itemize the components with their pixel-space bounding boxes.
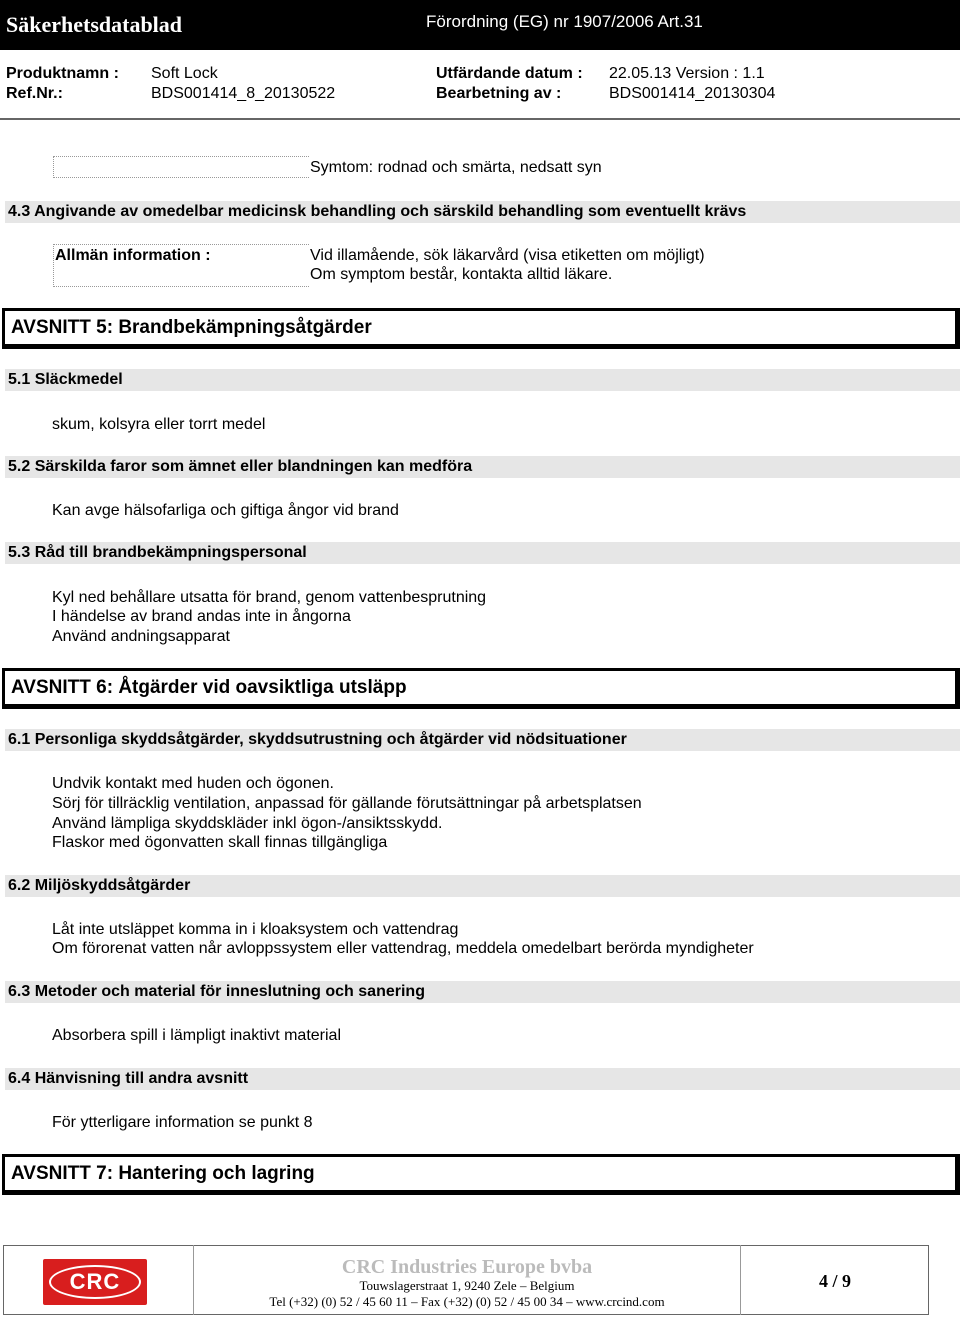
company-name: CRC Industries Europe bvba xyxy=(341,1256,593,1278)
subsection-6-3-title: 6.3 Metoder och material för inneslutning och sanering xyxy=(8,983,425,1000)
page-number: 4 / 9 xyxy=(818,1271,851,1291)
subsection-5-1-title: 5.1 Släckmedel xyxy=(8,371,123,388)
document-title: Säkerhetsdatablad xyxy=(6,12,183,37)
subsection-6-4 xyxy=(5,1068,960,1090)
personal-precautions-line-3: Använd lämpliga skyddskläder inkl ögon-/ansiktsskydd. xyxy=(52,815,443,832)
subsection-4-3-title: 4.3 Angivande av omedelbar medicinsk behandling och särskild behandling som eventuellt krävs xyxy=(8,203,747,220)
subsection-6-1 xyxy=(5,729,960,751)
personal-precautions-line-4: Flaskor med ögonvatten skall finnas tillgängliga xyxy=(52,834,388,851)
environmental-line-2: Om förorenat vatten når avloppssystem eller vattendrag, meddela omedelbart berörda myndigheter xyxy=(52,940,754,957)
crc-logo xyxy=(43,1259,147,1305)
personal-precautions-line-2: Sörj för tillräcklig ventilation, anpassad för gällande förutsättningar på arbetsplatsen xyxy=(52,795,642,812)
subsection-6-2 xyxy=(5,875,960,897)
section-5-title: AVSNITT 5: Brandbekämpningsåtgärder xyxy=(11,317,372,338)
empty-label-field xyxy=(53,156,309,178)
containment-text: Absorbera spill i lämpligt inaktivt material xyxy=(52,1027,341,1044)
logo-text: CRC xyxy=(69,1269,121,1294)
issue-date-label: Utfärdande datum : xyxy=(436,65,583,82)
subsection-6-4-title: 6.4 Hänvisning till andra avsnitt xyxy=(8,1070,249,1087)
general-info-line-1: Vid illamående, sök läkarvård (visa etiketten om möjligt) xyxy=(310,247,705,264)
subsection-6-2-title: 6.2 Miljöskyddsåtgärder xyxy=(8,877,191,894)
general-info-line-2: Om symptom består, kontakta alltid läkare. xyxy=(310,266,613,283)
logo-ellipse xyxy=(49,1265,141,1299)
subsection-6-3 xyxy=(5,981,960,1003)
symptom-text: Symtom: rodnad och smärta, nedsatt syn xyxy=(310,159,602,176)
section-6-title: AVSNITT 6: Åtgärder vid oavsiktliga utsläpp xyxy=(11,677,407,698)
personal-precautions-line-1: Undvik kontakt med huden och ögonen. xyxy=(52,775,334,792)
ref-number-value: BDS001414_8_20130522 xyxy=(151,85,336,102)
section-6-header xyxy=(2,668,960,709)
company-address: Touwslagerstraat 1, 9240 Zele – Belgium xyxy=(359,1278,575,1293)
subsection-4-3 xyxy=(5,201,960,223)
company-contact: Tel (+32) (0) 52 / 45 60 11 – Fax (+32) (0) 52 / 45 00 34 – www.crcind.com xyxy=(269,1294,665,1309)
section-7-title: AVSNITT 7: Hantering och lagring xyxy=(11,1163,315,1184)
reference-text: För ytterligare information se punkt 8 xyxy=(52,1114,313,1131)
regulation-reference: Förordning (EG) nr 1907/2006 Art.31 xyxy=(426,12,703,31)
section-7-header xyxy=(2,1154,960,1195)
firefighter-advice-line-2: I händelse av brand andas inte in ångorna xyxy=(52,608,351,625)
header-divider xyxy=(0,118,960,120)
issue-date-value: 22.05.13 Version : 1.1 xyxy=(609,65,765,82)
subsection-5-3-title: 5.3 Råd till brandbekämpningspersonal xyxy=(8,544,307,561)
section-5-header xyxy=(2,308,960,349)
special-hazards-text: Kan avge hälsofarliga och giftiga ångor vid brand xyxy=(52,502,399,519)
subsection-5-3 xyxy=(5,542,960,564)
firefighter-advice-line-1: Kyl ned behållare utsatta för brand, genom vattenbesprutning xyxy=(52,589,487,606)
general-info-label: Allmän information : xyxy=(55,247,211,264)
revision-label: Bearbetning av : xyxy=(436,85,562,102)
subsection-5-1 xyxy=(5,369,960,391)
ref-number-label: Ref.Nr.: xyxy=(6,85,63,102)
subsection-5-2-title: 5.2 Särskilda faror som ämnet eller blandningen kan medföra xyxy=(8,458,473,475)
product-name-label: Produktnamn : xyxy=(6,65,119,82)
revision-value: BDS001414_20130304 xyxy=(609,85,776,102)
subsection-6-1-title: 6.1 Personliga skyddsåtgärder, skyddsutrustning och åtgärder vid nödsituationer xyxy=(8,731,627,748)
extinguishing-media-text: skum, kolsyra eller torrt medel xyxy=(52,416,266,433)
firefighter-advice-line-3: Använd andningsapparat xyxy=(52,628,230,645)
subsection-5-2 xyxy=(5,456,960,478)
environmental-line-1: Låt inte utsläppet komma in i kloaksystem och vattendrag xyxy=(52,921,459,938)
product-name-value: Soft Lock xyxy=(151,65,218,82)
